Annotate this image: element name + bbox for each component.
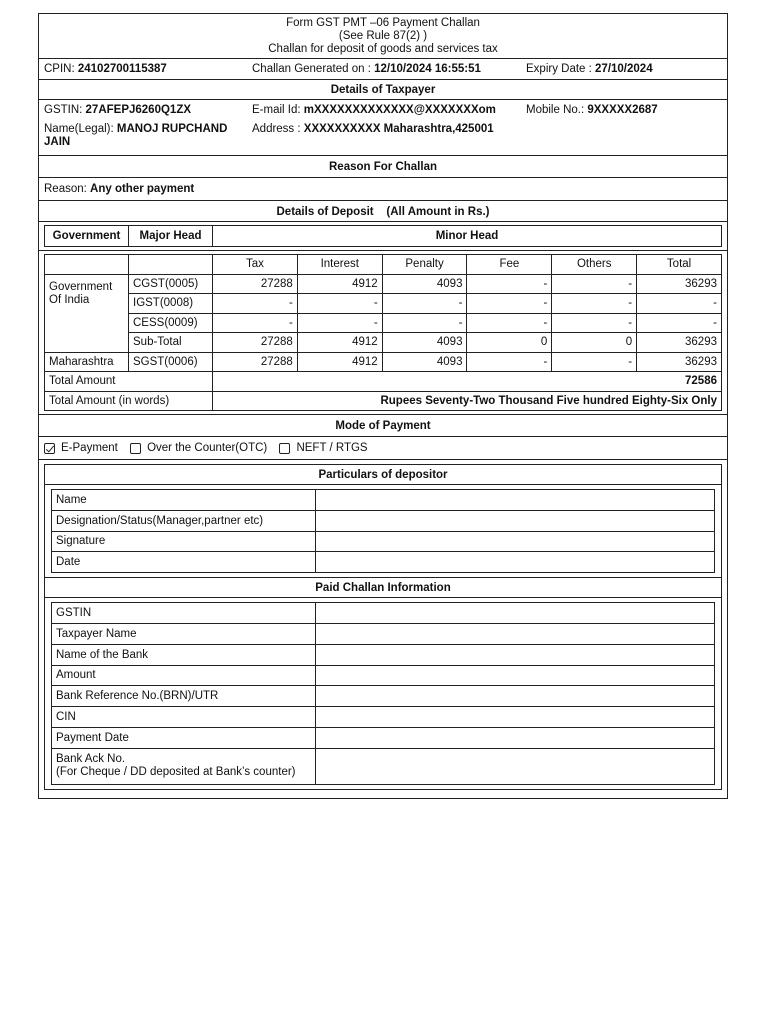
option-neft[interactable] <box>279 442 367 454</box>
table-row <box>52 603 715 624</box>
field-label: Date <box>52 552 316 573</box>
col-minor-head: Minor Head <box>213 226 722 247</box>
state-label: Maharashtra <box>45 352 129 372</box>
taxpayer-heading: Details of Taxpayer <box>39 80 727 100</box>
empty-cell <box>45 333 129 353</box>
depositor-table <box>51 489 715 573</box>
value-cell: - <box>467 274 552 294</box>
address-value: XXXXXXXXXX Maharashtra,425001 <box>303 123 494 135</box>
field-label: Name <box>52 490 316 511</box>
generated-value: 12/10/2024 16:55:51 <box>374 63 481 75</box>
field-value[interactable] <box>316 490 715 511</box>
total-label: Total Amount <box>45 372 213 392</box>
head-cell: CGST(0005) <box>129 274 213 294</box>
table-row <box>52 552 715 573</box>
field-label: GSTIN <box>52 603 316 624</box>
value-cell: - <box>552 313 637 333</box>
option-epayment[interactable] <box>44 442 118 454</box>
value-cell: 27288 <box>213 333 298 353</box>
total-value: 72586 <box>213 372 722 392</box>
words-label: Total Amount (in words) <box>45 391 213 411</box>
table-row <box>52 623 715 644</box>
table-row <box>52 531 715 552</box>
ack-line1: Bank Ack No. <box>56 753 126 766</box>
value-cell: - <box>637 313 722 333</box>
col-major-head: Major Head <box>129 226 213 247</box>
value-cell: - <box>382 313 467 333</box>
mobile-value: 9XXXXX2687 <box>587 104 658 116</box>
option-label: Over the Counter(OTC) <box>147 442 268 454</box>
head-cell: Sub-Total <box>129 333 213 353</box>
value-cell: - <box>213 313 298 333</box>
expiry-value: 27/10/2024 <box>595 63 653 75</box>
field-label <box>52 748 316 784</box>
field-label: CIN <box>52 707 316 728</box>
option-label: E-Payment <box>61 442 118 454</box>
table-row <box>45 294 722 314</box>
form-title <box>39 14 727 59</box>
value-cell: 4912 <box>297 333 382 353</box>
reason-row <box>39 178 727 201</box>
gstin-label: GSTIN: <box>44 104 86 116</box>
table-row <box>52 490 715 511</box>
paid-heading: Paid Challan Information <box>45 577 721 598</box>
value-cell: 36293 <box>637 333 722 353</box>
table-row <box>52 665 715 686</box>
table-row <box>45 352 722 372</box>
deposit-header-row <box>39 222 727 251</box>
option-otc[interactable] <box>130 442 267 454</box>
mobile-label: Mobile No.: <box>526 104 588 116</box>
ack-line2: (For Cheque / DD deposited at Bank’s counter) <box>56 766 296 779</box>
deposit-table <box>44 254 722 411</box>
col-others: Others <box>552 255 637 275</box>
col-tax: Tax <box>213 255 298 275</box>
col-penalty: Penalty <box>382 255 467 275</box>
value-cell: - <box>467 294 552 314</box>
depositor-heading: Particulars of depositor <box>45 465 721 485</box>
value-cell: - <box>552 294 637 314</box>
col-interest: Interest <box>297 255 382 275</box>
goi-label: Government Of India <box>45 274 129 333</box>
table-row <box>45 274 722 294</box>
field-value[interactable] <box>316 623 715 644</box>
payment-challan-form <box>38 13 728 799</box>
option-label: NEFT / RTGS <box>296 442 368 454</box>
depositor-box <box>44 464 722 790</box>
value-cell: 36293 <box>637 274 722 294</box>
empty-cell <box>129 255 213 275</box>
value-cell: 0 <box>552 333 637 353</box>
col-total: Total <box>637 255 722 275</box>
table-row <box>45 372 722 392</box>
table-row <box>45 255 722 275</box>
value-cell: 4093 <box>382 333 467 353</box>
bottom-section <box>39 460 727 798</box>
payment-mode-options <box>39 437 727 460</box>
col-fee: Fee <box>467 255 552 275</box>
field-label: Amount <box>52 665 316 686</box>
table-row <box>52 686 715 707</box>
value-cell: 4093 <box>382 352 467 372</box>
field-label: Bank Reference No.(BRN)/UTR <box>52 686 316 707</box>
value-cell: 27288 <box>213 352 298 372</box>
table-row <box>52 707 715 728</box>
field-value[interactable] <box>316 686 715 707</box>
cpin-value: 24102700115387 <box>77 63 167 75</box>
generated-label: Challan Generated on : <box>252 63 375 75</box>
field-label: Signature <box>52 531 316 552</box>
value-cell: 36293 <box>637 352 722 372</box>
head-cell: IGST(0008) <box>129 294 213 314</box>
field-label: Designation/Status(Manager,partner etc) <box>52 510 316 531</box>
head-cell: CESS(0009) <box>129 313 213 333</box>
deposit-header-table <box>44 225 722 247</box>
value-cell: 27288 <box>213 274 298 294</box>
reason-label: Reason: <box>44 183 91 195</box>
deposit-section <box>39 251 727 415</box>
field-value[interactable] <box>316 603 715 624</box>
reason-value: Any other payment <box>90 183 195 195</box>
field-value[interactable] <box>316 510 715 531</box>
value-cell: 4912 <box>297 352 382 372</box>
value-cell: 4093 <box>382 274 467 294</box>
deposit-heading <box>39 201 727 222</box>
cpin-label: CPIN: <box>44 63 78 75</box>
value-cell: - <box>637 294 722 314</box>
table-row <box>45 313 722 333</box>
deposit-heading-title: Details of Deposit <box>276 206 374 218</box>
form-title-line1: Form GST PMT –06 Payment Challan <box>286 17 480 29</box>
value-cell: - <box>213 294 298 314</box>
table-row <box>45 391 722 411</box>
name-value: MANOJ RUPCHAND JAIN <box>44 123 228 148</box>
value-cell: - <box>467 313 552 333</box>
value-cell: - <box>467 352 552 372</box>
field-value[interactable] <box>316 665 715 686</box>
form-title-line2: (See Rule 87(2) ) <box>338 30 428 42</box>
value-cell: - <box>552 352 637 372</box>
value-cell: - <box>382 294 467 314</box>
value-cell: - <box>552 274 637 294</box>
reason-heading: Reason For Challan <box>39 156 727 178</box>
value-cell: - <box>297 313 382 333</box>
table-row <box>52 727 715 748</box>
gstin-value: 27AFEPJ6260Q1ZX <box>85 104 192 116</box>
expiry-label: Expiry Date : <box>526 63 596 75</box>
paid-table <box>51 602 715 785</box>
words-value: Rupees Seventy-Two Thousand Five hundred Eighty-Six Only <box>213 391 722 411</box>
field-value[interactable] <box>316 707 715 728</box>
field-value[interactable] <box>316 727 715 748</box>
checkbox-checked-icon[interactable] <box>44 443 55 454</box>
field-label: Name of the Bank <box>52 644 316 665</box>
empty-cell <box>45 255 129 275</box>
address-label: Address : <box>252 123 304 135</box>
table-row <box>52 644 715 665</box>
taxpayer-details <box>39 100 727 156</box>
payment-mode-heading: Mode of Payment <box>39 415 727 437</box>
table-row <box>52 748 715 784</box>
field-label: Taxpayer Name <box>52 623 316 644</box>
col-government: Government <box>45 226 129 247</box>
value-cell: 0 <box>467 333 552 353</box>
field-value[interactable] <box>316 531 715 552</box>
value-cell: 4912 <box>297 274 382 294</box>
field-label: Payment Date <box>52 727 316 748</box>
head-cell: SGST(0006) <box>129 352 213 372</box>
value-cell: - <box>297 294 382 314</box>
name-label: Name(Legal): <box>44 123 117 135</box>
table-row <box>52 510 715 531</box>
form-title-line3: Challan for deposit of goods and services tax <box>268 43 498 55</box>
email-label: E-mail Id: <box>252 104 304 116</box>
table-row <box>45 333 722 353</box>
field-value[interactable] <box>316 644 715 665</box>
field-value[interactable] <box>316 552 715 573</box>
checkbox-unchecked-icon[interactable] <box>130 443 141 454</box>
field-value[interactable] <box>316 748 715 784</box>
deposit-heading-note: (All Amount in Rs.) <box>386 206 490 218</box>
email-value: mXXXXXXXXXXXXX@XXXXXXXom <box>303 104 496 116</box>
checkbox-unchecked-icon[interactable] <box>279 443 290 454</box>
cpin-row <box>39 59 727 80</box>
